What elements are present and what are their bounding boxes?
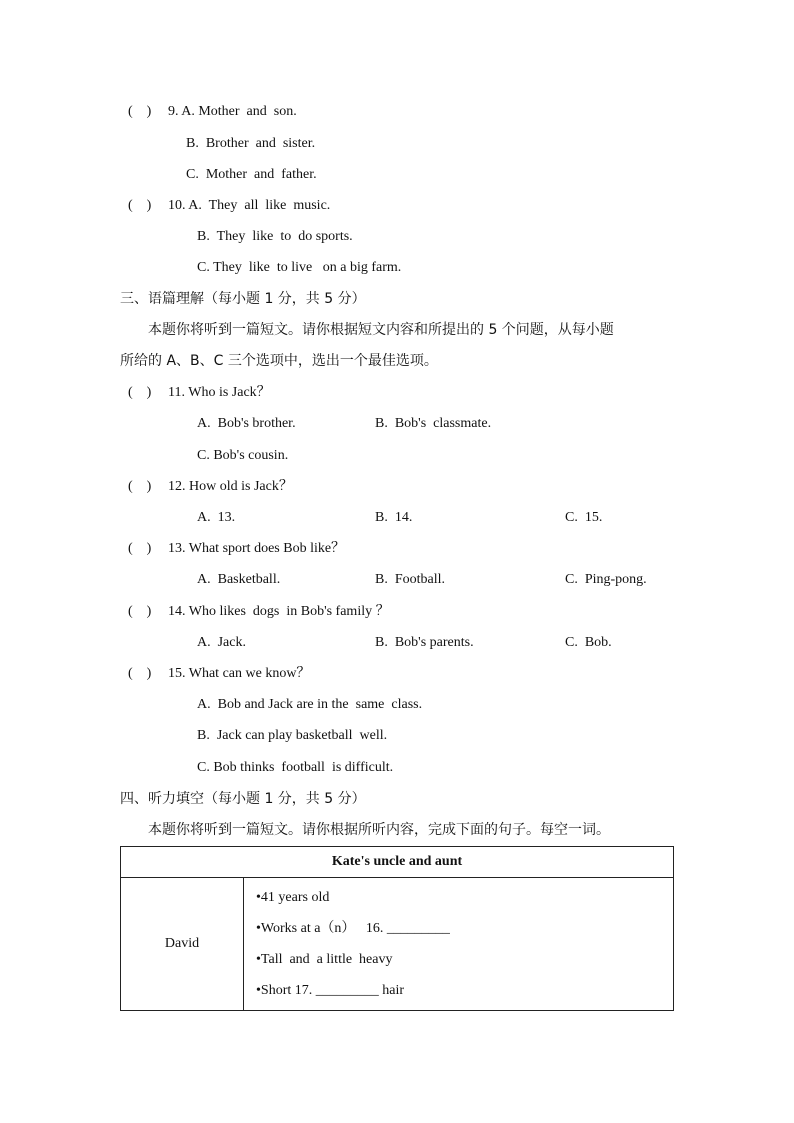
question-12-option-a: A. 13. bbox=[197, 510, 236, 525]
question-10-option-a: 10. A. They all like music. bbox=[168, 198, 331, 213]
question-14-option-c: C. Bob. bbox=[565, 635, 612, 650]
question-12-option-b: B. 14. bbox=[375, 510, 413, 525]
question-9-option-a: 9. A. Mother and son. bbox=[168, 104, 297, 119]
question-15-option-b: B. Jack can play basketball well. bbox=[197, 728, 388, 743]
person-name: David bbox=[121, 878, 244, 1011]
question-15-option-c: C. Bob thinks football is difficult. bbox=[197, 760, 394, 775]
answer-paren: ( ) bbox=[128, 479, 152, 494]
answer-paren: ( ) bbox=[128, 666, 152, 681]
section-4-heading: 四、听力填空（每小题 1 分，共 5 分） bbox=[120, 791, 366, 807]
question-11-option-b: B. Bob's classmate. bbox=[375, 416, 492, 431]
answer-paren: ( ) bbox=[128, 198, 152, 213]
info-line-blank-16: •Works at a（n） 16. _________ bbox=[256, 921, 450, 936]
question-11-text: 11. Who is Jack？ bbox=[168, 385, 271, 400]
question-13-option-b: B. Football. bbox=[375, 572, 446, 587]
question-10-option-c: C. They like to live on a big farm. bbox=[197, 260, 402, 275]
table-title: Kate's uncle and aunt bbox=[121, 847, 674, 878]
section-3-heading: 三、语篇理解（每小题 1 分，共 5 分） bbox=[120, 291, 366, 307]
question-12-option-c: C. 15. bbox=[565, 510, 603, 525]
info-line: •41 years old bbox=[256, 890, 330, 905]
answer-paren: ( ) bbox=[128, 604, 152, 619]
question-14-option-a: A. Jack. bbox=[197, 635, 246, 650]
info-table bbox=[120, 846, 674, 1011]
question-14-text: 14. Who likes dogs in Bob's family ？ bbox=[168, 604, 390, 619]
info-line: •Tall and a little heavy bbox=[256, 952, 393, 967]
question-10-option-b: B. They like to do sports. bbox=[197, 229, 353, 244]
question-11-option-a: A. Bob's brother. bbox=[197, 416, 296, 431]
question-15-option-a: A. Bob and Jack are in the same class. bbox=[197, 697, 423, 712]
question-13-text: 13. What sport does Bob like？ bbox=[168, 541, 346, 556]
question-9-option-b: B. Brother and sister. bbox=[186, 136, 316, 151]
answer-paren: ( ) bbox=[128, 541, 152, 556]
question-14-option-b: B. Bob's parents. bbox=[375, 635, 474, 650]
person-info bbox=[244, 878, 674, 1011]
section-3-instruction-line-2: 所给的 A、B、C 三个选项中，选出一个最佳选项。 bbox=[120, 353, 438, 369]
section-3-instruction-line-1: 本题你将听到一篇短文。请你根据短文内容和所提出的 5 个问题，从每小题 bbox=[148, 322, 614, 338]
question-15-text: 15. What can we know？ bbox=[168, 666, 311, 681]
answer-paren: ( ) bbox=[128, 385, 152, 400]
question-13-option-a: A. Basketball. bbox=[197, 572, 281, 587]
info-line-blank-17: •Short 17. _________ hair bbox=[256, 983, 405, 998]
question-13-option-c: C. Ping-pong. bbox=[565, 572, 647, 587]
answer-paren: ( ) bbox=[128, 104, 152, 119]
section-4-instruction: 本题你将听到一篇短文。请你根据所听内容，完成下面的句子。每空一词。 bbox=[148, 822, 610, 838]
question-9-option-c: C. Mother and father. bbox=[186, 167, 317, 182]
question-11-option-c: C. Bob's cousin. bbox=[197, 448, 289, 463]
question-12-text: 12. How old is Jack？ bbox=[168, 479, 293, 494]
